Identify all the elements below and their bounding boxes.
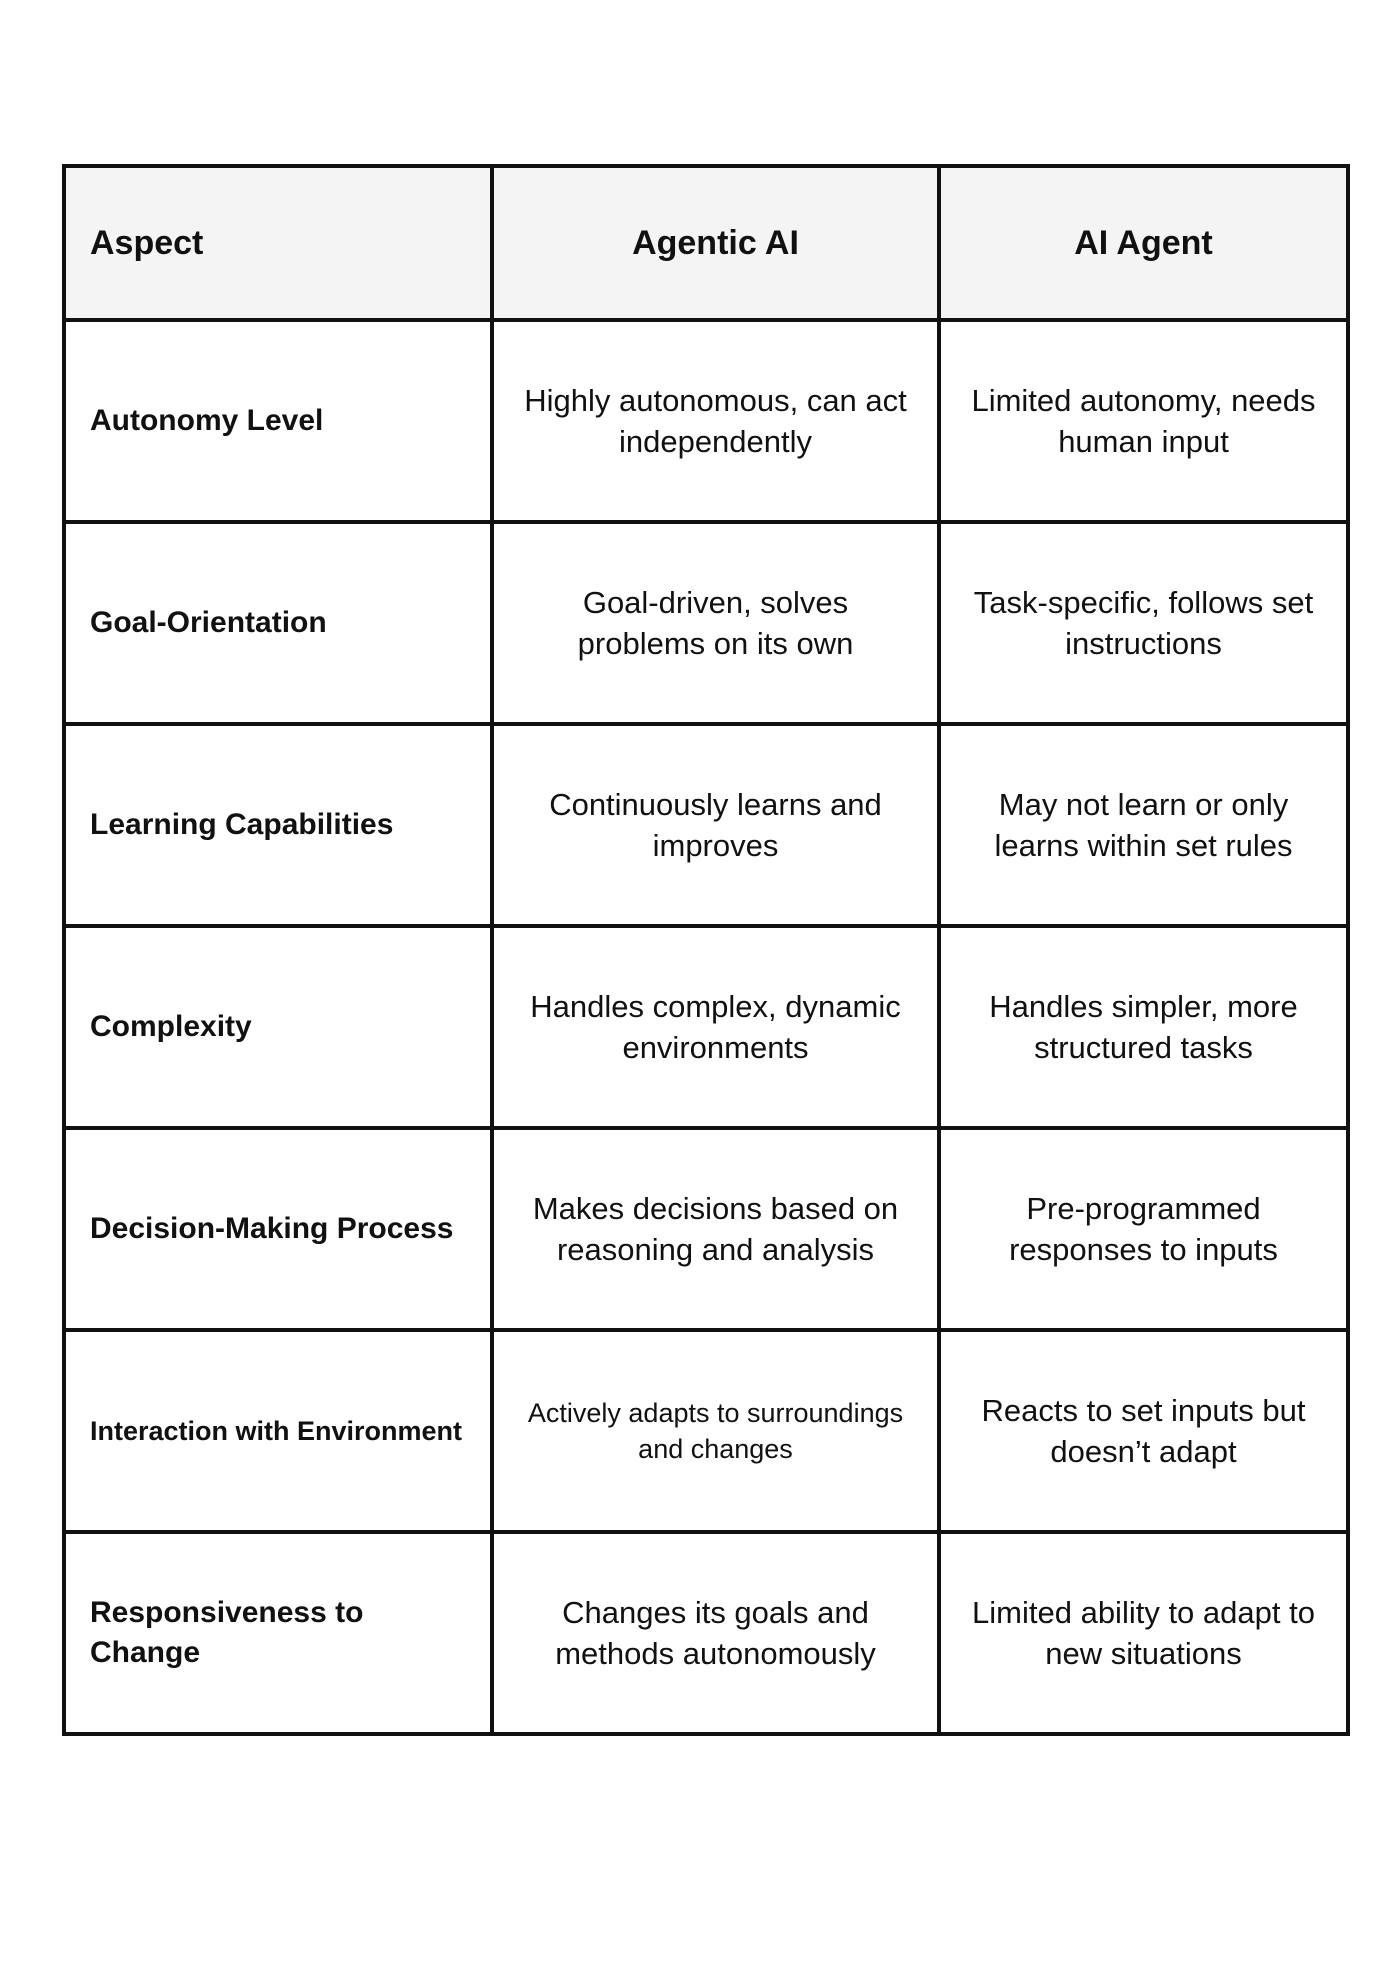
aspect-cell: Learning Capabilities [64, 724, 492, 926]
table-row [64, 1532, 1348, 1734]
aspect-cell: Complexity [64, 926, 492, 1128]
table-row [64, 926, 1348, 1128]
table-row [64, 1330, 1348, 1532]
ai-agent-cell: Reacts to set inputs but doesn’t adapt [939, 1330, 1348, 1532]
comparison-table-container [62, 164, 1346, 1736]
ai-agent-cell: May not learn or only learns within set rules [939, 724, 1348, 926]
agentic-ai-cell: Handles complex, dynamic environments [492, 926, 939, 1128]
agentic-ai-cell: Continuously learns and improves [492, 724, 939, 926]
ai-agent-cell: Limited ability to adapt to new situations [939, 1532, 1348, 1734]
ai-agent-cell: Pre-programmed responses to inputs [939, 1128, 1348, 1330]
ai-agent-cell: Limited autonomy, needs human input [939, 320, 1348, 522]
agentic-ai-cell: Highly autonomous, can act independently [492, 320, 939, 522]
aspect-cell: Interaction with Environment [64, 1330, 492, 1532]
aspect-cell: Goal-Orientation [64, 522, 492, 724]
table-row [64, 724, 1348, 926]
header-aspect: Aspect [64, 166, 492, 320]
table-header-row [64, 166, 1348, 320]
comparison-table [62, 164, 1350, 1736]
aspect-cell: Autonomy Level [64, 320, 492, 522]
header-agentic-ai: Agentic AI [492, 166, 939, 320]
ai-agent-cell: Task-specific, follows set instructions [939, 522, 1348, 724]
table-row [64, 522, 1348, 724]
header-ai-agent: AI Agent [939, 166, 1348, 320]
agentic-ai-cell: Goal-driven, solves problems on its own [492, 522, 939, 724]
table-row [64, 1128, 1348, 1330]
agentic-ai-cell: Actively adapts to surroundings and changes [492, 1330, 939, 1532]
ai-agent-cell: Handles simpler, more structured tasks [939, 926, 1348, 1128]
aspect-cell: Responsiveness to Change [64, 1532, 492, 1734]
aspect-cell: Decision-Making Process [64, 1128, 492, 1330]
table-row [64, 320, 1348, 522]
agentic-ai-cell: Changes its goals and methods autonomously [492, 1532, 939, 1734]
agentic-ai-cell: Makes decisions based on reasoning and analysis [492, 1128, 939, 1330]
